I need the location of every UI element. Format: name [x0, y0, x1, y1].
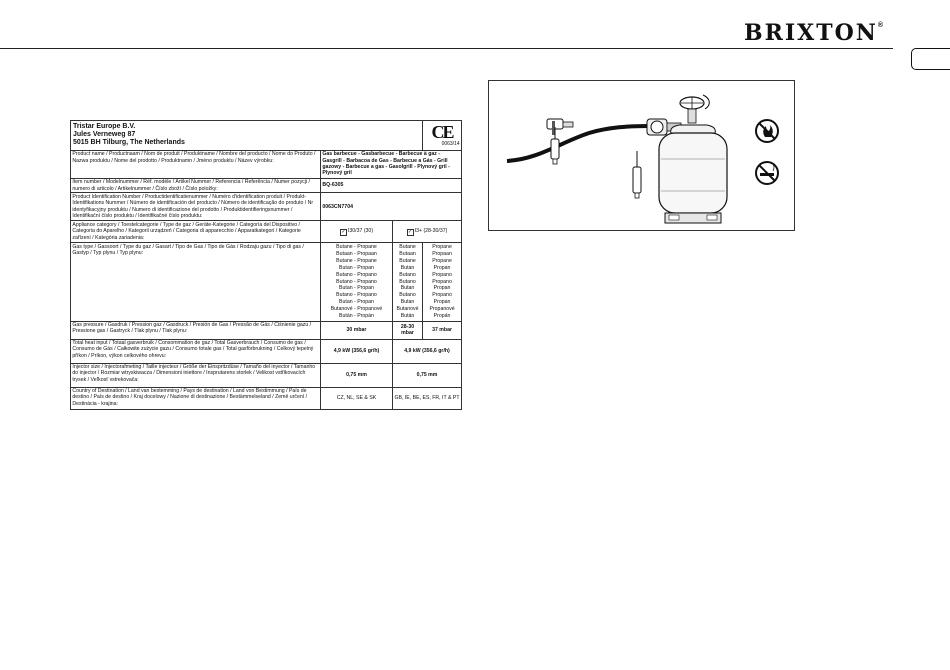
gas-type-item: Butano [399, 278, 416, 285]
appliance-category-1-text: I30/37 (30) [347, 227, 374, 234]
gas-type-item: Butano - Propano [336, 278, 377, 285]
gas-type-item: Propano [432, 292, 452, 299]
company-city: 5015 BH Tilburg, The Netherlands [73, 139, 185, 147]
injector-size-label: Injector size / Injectorafmeting / Taille injecteur / Größe der Einspritzdüse / Tamaño del inyector / Tamanho do injector / Rozmiar wtryskiwacza / Dimensioni iniettore / Insprutarens storlek / Velikost vstřikovacích trysek / Veľkosť vstrekovača: [71, 363, 321, 387]
gas-bottle-illustration [488, 80, 795, 231]
product-name-value: Gas barbecue - Gasbarbecue - Barbecue à gaz - Gasgrill - Barbacoa de Gas - Barbecue a Gás - Grill gazowy - Barbecue a gas - Gasolgrill - Plynový gril - Plynový gril [321, 150, 462, 178]
gas-type-item: Propane [432, 257, 452, 264]
gas-type-item: Propan [433, 285, 451, 292]
appliance-category-2-text: I3+ (28-30/37) [414, 227, 448, 234]
gas-type-item: Butane - Propane [336, 257, 377, 264]
gas-type-item: Butano - Propano [336, 292, 377, 299]
gas-type-item: Butane [399, 257, 416, 264]
gas-type-item: Butan - Propan [339, 285, 374, 292]
gas-type-item: Propano [432, 278, 452, 285]
gas-type-item: Propano [432, 271, 452, 278]
gas-type-item: Propan [433, 264, 451, 271]
appliance-category-label: Appliance category / Toestelcategorie / Type de gaz / Geräte-Kategorie / Categoría del Dispositivo / Categoria do Aparelho / Kategorii urządzeń / Categoria di apparecchio / Apparatkategori / Kategorie zařízení / Kategória zariadenia: [71, 221, 321, 243]
ce-number: 0063/14 [441, 141, 460, 148]
gas-type-item: Butan [400, 264, 415, 271]
checkbox-icon: ✓ [408, 228, 413, 235]
registered-mark: ® [877, 22, 884, 29]
gas-type-item: Butane - Propane [336, 243, 377, 250]
gas-pressure-3: 37 mbar [423, 321, 462, 339]
gas-type-col2 [393, 243, 423, 321]
gas-type-item: Butaan - Propaan [336, 250, 377, 257]
no-smoking-icon [756, 162, 778, 184]
country-2: GB, IE, BE, ES, FR, IT & PT [393, 387, 462, 409]
gas-type-item: Propanové [429, 306, 455, 313]
injector-size-2: 0,75 mm [393, 363, 462, 387]
heat-input-2: 4,9 kW (356,6 gr/h) [393, 339, 462, 363]
gas-type-item: Bután - Propán [339, 313, 374, 320]
no-flame-icon [756, 120, 778, 142]
gas-bottle-drawing [489, 81, 794, 230]
hose-icon [507, 126, 649, 161]
gas-type-item: Butaan [399, 250, 416, 257]
gas-bottle-icon [659, 125, 727, 223]
pin-label: Product Identification Number / Productidentificatienummer / Numéro d'identification produit / Produkt-Identifikations Nummer / Número de identificación del producto / Número de identificação do produto / Nr identyfikacyjny produktu / Numero di identificazione del prodotto / Produktidentifieringsnummer / Identifikační číslo produktu / Identifikačné číslo produktu: [71, 193, 321, 221]
heat-input-label: Total heat input / Totaal gasverbruik / Consommation de gaz / Total Gasverbrauch / Consumo de gas / Consumo de Gás / Całkowite zużycie gazu / Consumo totale gas / Total gasförbrukning / Celkový tepelný příkon / Príkon, výkon celkového ohrevu: [71, 339, 321, 363]
country-1: CZ, NL, SE & SK [321, 387, 393, 409]
checkbox-icon: ✓ [341, 228, 346, 235]
gas-type-col3 [423, 243, 462, 321]
gas-type-item: Propane [432, 243, 452, 250]
country-label: Country of Destination / Land van bestemming / Pays de destination / Land von Bestimmung / País de destino / País de destino / Kraj docelowy / Nazione di destinazione / Bestämmelseland / Země určení / Destinácia - krajina: [71, 387, 321, 409]
spec-table [70, 120, 462, 410]
appliance-category-1 [321, 221, 393, 243]
appliance-category-2 [393, 221, 462, 243]
gas-type-item: Butanové - Propanové [330, 306, 383, 313]
company-street: Jules Verneweg 87 [73, 131, 136, 139]
gas-pressure-2: 28-30 mbar [393, 321, 423, 339]
gas-type-item: Butan [400, 299, 415, 306]
gas-pressure-label: Gas pressure / Gasdruk / Pression gaz / Gasdruck / Presión de Gas / Pressão de Gás / Ciśnienie gazu / Pressione gas / Gastryck / Tlak plynu / Tlak plynu: [71, 321, 321, 339]
gas-type-item: Butan - Propan [339, 299, 374, 306]
brand-name: BRIXTON [744, 20, 878, 46]
ce-cell [423, 121, 462, 151]
injector-size-1: 0,75 mm [321, 363, 393, 387]
brand-logo [744, 22, 883, 44]
item-number-label: Item number / Modelnummer / Réf. modèle / Artikel Nummer / Referencia / Referência / Numer pozycji / numero di articolo / Artikelnummer / Číslo zboží / Číslo položky: [71, 178, 321, 193]
gas-type-label: Gas type / Gassoort / Type du gaz / Gasart / Tipo de Gas / Tipo de Gás / Rodzaju gazu / Tipo di gas / Gastyp / Typ plynu / Typ plynu: [71, 243, 321, 321]
gas-type-item: Propan [433, 299, 451, 306]
gas-type-col1 [321, 243, 393, 321]
screwdriver-icon [633, 151, 641, 198]
page-tab [911, 48, 950, 70]
gas-type-item: Butano [399, 271, 416, 278]
ce-mark-icon: CE [431, 122, 453, 143]
heat-input-1: 4,9 kW (356,6 gr/h) [321, 339, 393, 363]
gas-type-item: Propán [433, 313, 451, 320]
gas-pressure-1: 30 mbar [321, 321, 393, 339]
gas-type-item: Butano - Propano [336, 271, 377, 278]
gas-type-item: Butan [400, 285, 415, 292]
gas-type-item: Propaan [432, 250, 452, 257]
item-number-value: BQ-6305 [321, 178, 462, 193]
gas-type-item: Butano [399, 292, 416, 299]
product-name-label: Product name / Productnaam / Nom de produit / Produktname / Nombre del producto / Nome do Produto / Nazwa produktu / Nome del prodotto / Produktnamn / Jméno produktu / Název výrobku: [71, 150, 321, 178]
pin-value: 0063CN7704 [321, 193, 462, 221]
company-name: Tristar Europe B.V. [73, 123, 136, 130]
gas-type-item: Butanové [396, 306, 419, 313]
gas-type-item: Bután [400, 313, 415, 320]
gas-type-item: Butan - Propan [339, 264, 374, 271]
valve-wheel-icon [680, 95, 709, 123]
company-address [71, 121, 423, 151]
gas-type-item: Butane [399, 243, 416, 250]
header-rule [0, 48, 893, 49]
